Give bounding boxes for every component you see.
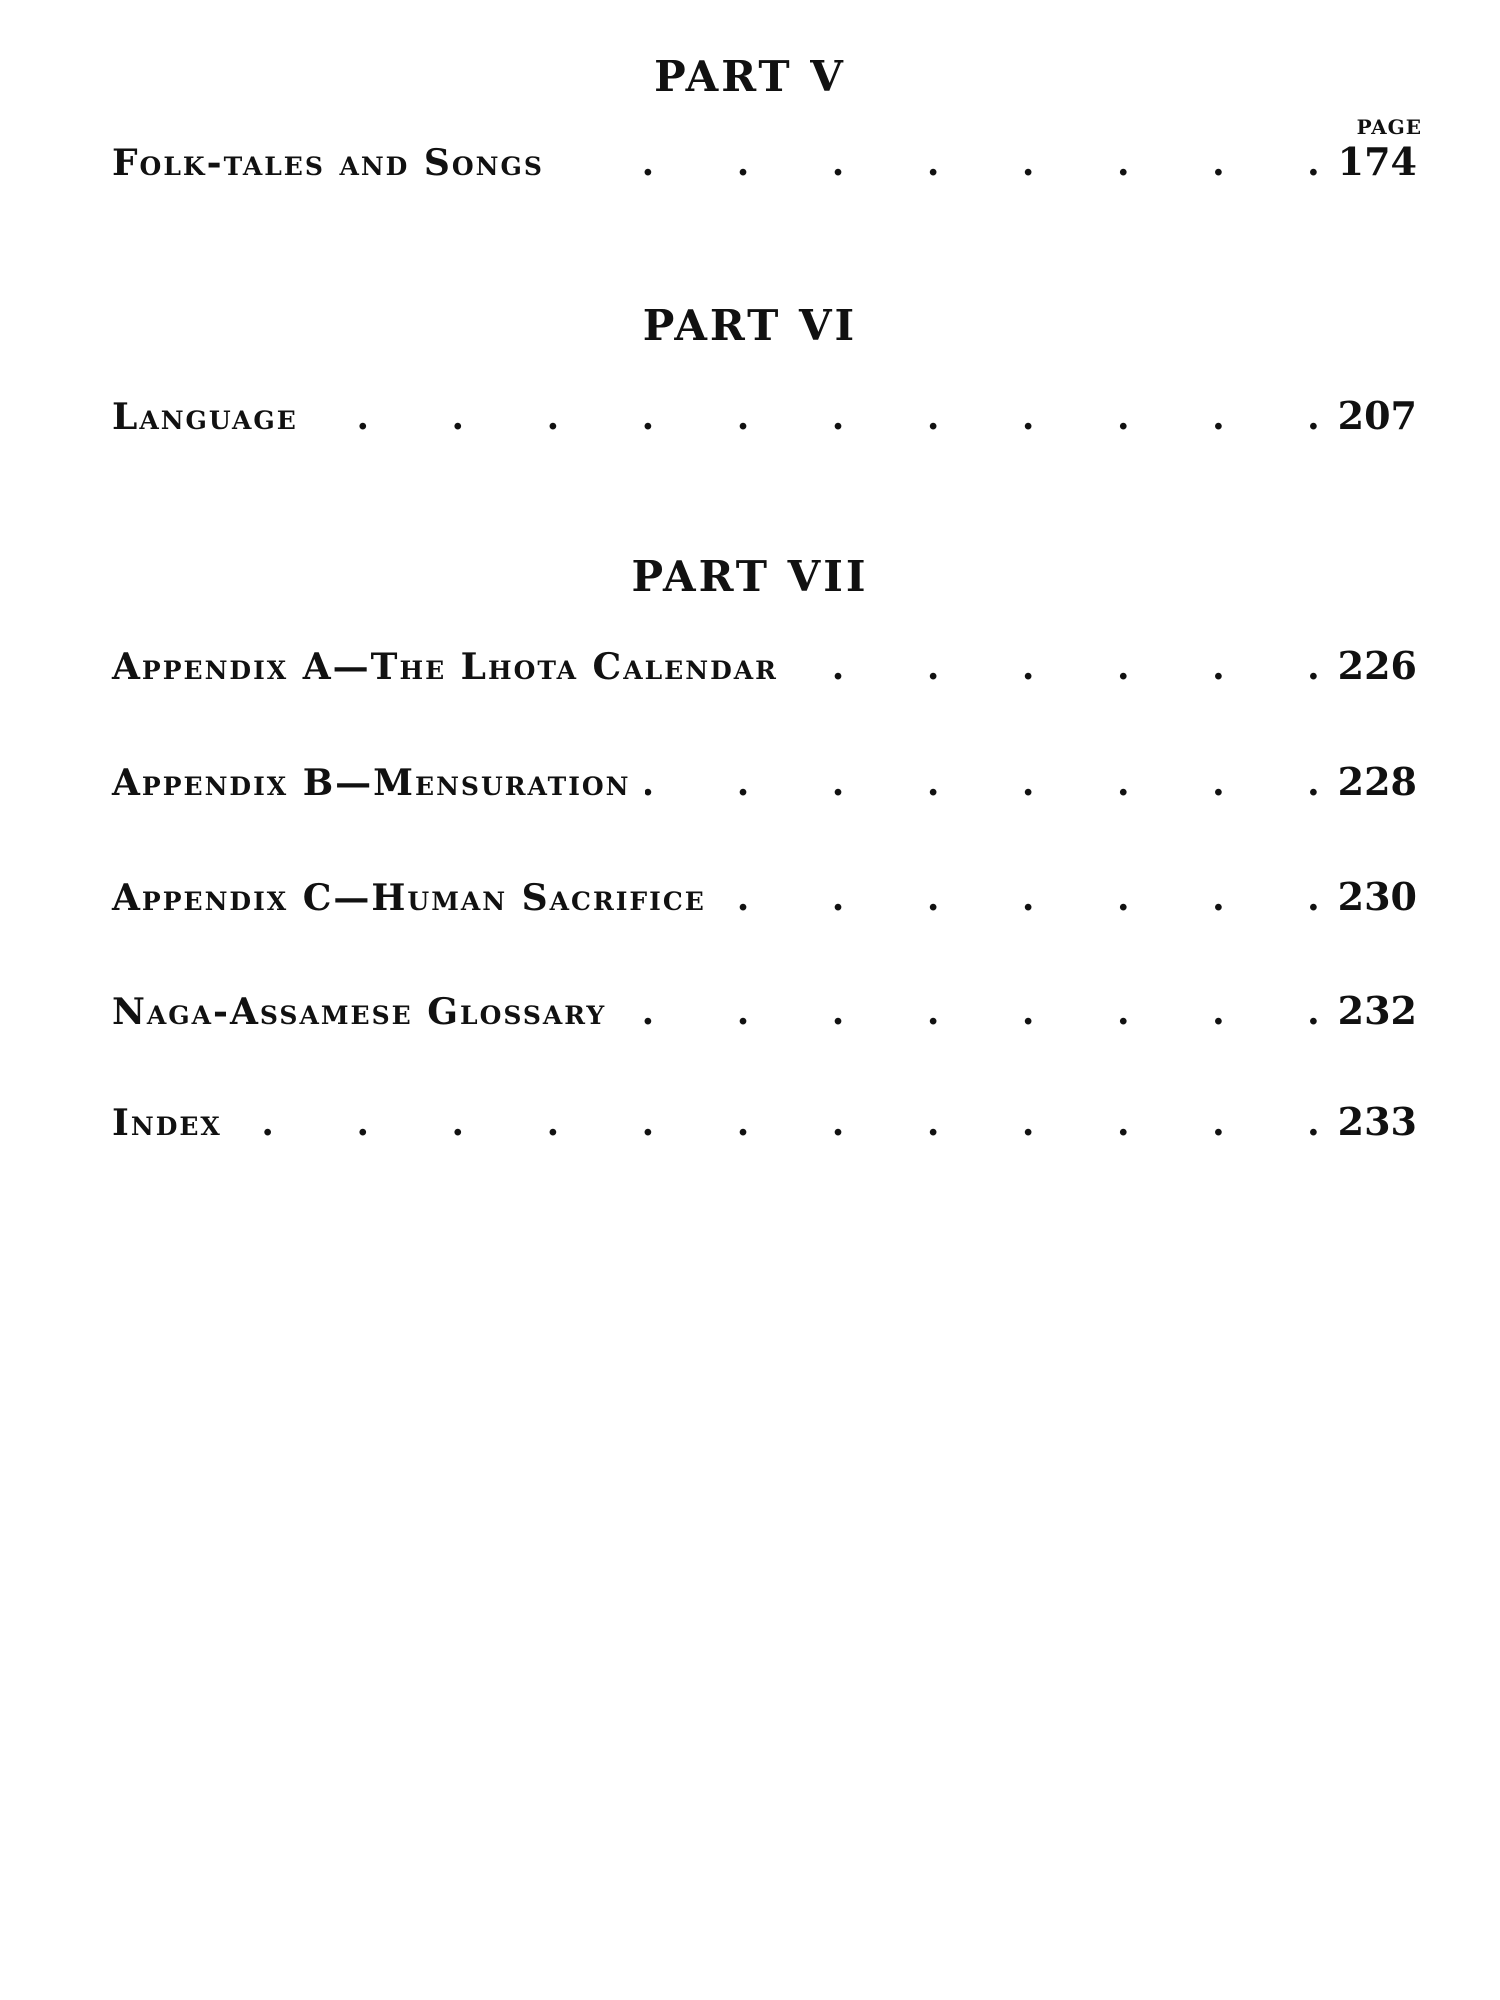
dot-leader	[720, 874, 1320, 922]
toc-entry-appendix-b[interactable]	[112, 758, 1417, 806]
toc-entry-page: 232	[1337, 988, 1417, 1033]
toc-entry-index[interactable]	[112, 1098, 1417, 1146]
toc-entry-appendix-a[interactable]	[112, 642, 1417, 690]
toc-entry-page: 233	[1337, 1099, 1417, 1144]
toc-entry-language[interactable]	[112, 392, 1417, 440]
toc-entry-title: Appendix B—Mensuration	[112, 762, 631, 804]
dot-leader	[792, 643, 1320, 691]
toc-entry-appendix-c[interactable]	[112, 873, 1417, 921]
toc-entry-page: 174	[1337, 139, 1417, 184]
dot-leader	[620, 988, 1320, 1036]
toc-entry-title: Index	[112, 1102, 222, 1144]
toc-entry-page: 226	[1337, 643, 1417, 688]
part-heading-v: PART V	[654, 52, 846, 101]
page-column-label: PAGE	[1356, 115, 1422, 139]
toc-entry-page: 230	[1337, 874, 1417, 919]
dot-leader	[236, 1099, 1320, 1147]
toc-entry-title: Language	[112, 396, 298, 438]
toc-entry-title: Appendix A—The Lhota Calendar	[112, 646, 778, 688]
toc-entry-title: Naga-Assamese Glossary	[112, 991, 607, 1033]
toc-entry-folk-tales[interactable]	[112, 138, 1417, 186]
dot-leader	[645, 759, 1320, 807]
dot-leader	[312, 393, 1320, 441]
toc-entry-glossary[interactable]	[112, 987, 1417, 1035]
toc-entry-title: Appendix C—Human Sacrifice	[112, 877, 706, 919]
part-heading-vi: PART VI	[642, 301, 858, 350]
toc-entry-title: Folk-tales and Songs	[112, 142, 544, 184]
toc-entry-page: 228	[1337, 759, 1417, 804]
dot-leader	[558, 139, 1320, 187]
toc-entry-page: 207	[1337, 393, 1417, 438]
part-heading-vii: PART VII	[631, 552, 869, 601]
